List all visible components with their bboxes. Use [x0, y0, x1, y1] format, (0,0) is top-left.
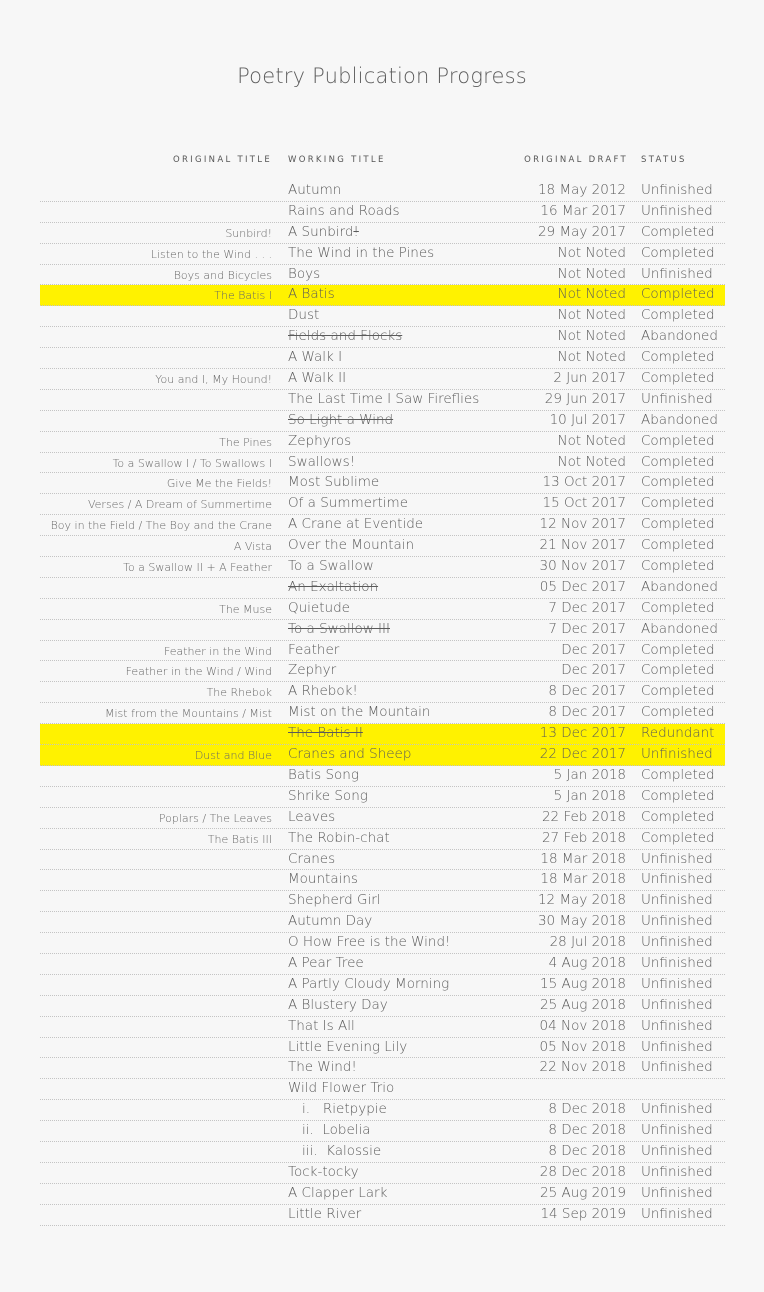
status-text: Unfinished: [641, 954, 713, 971]
table-row: [40, 1058, 725, 1079]
table-row: [40, 808, 725, 829]
status-text: Completed: [641, 704, 715, 721]
original-title: The Batis I: [214, 289, 272, 303]
status-text: Unfinished: [641, 182, 713, 198]
working-title: O How Free is the Wind!: [288, 934, 451, 951]
table-row: [40, 473, 725, 494]
status-text: Abandoned: [641, 328, 718, 345]
original-title: Feather in the Wind: [163, 644, 272, 658]
working-title: Leaves: [288, 808, 336, 825]
original-title: Boy in the Field / The Boy and the Crane: [50, 519, 272, 533]
table-row: [40, 1100, 725, 1121]
table-row: [40, 912, 725, 933]
table-row: [40, 1038, 725, 1059]
header-original-title: ORIGINAL TITLE: [172, 155, 272, 165]
table-row: [40, 787, 725, 808]
table-row: [40, 411, 725, 432]
status-text: Unfinished: [641, 1059, 713, 1076]
table-row: [40, 599, 725, 620]
working-title: Over the Mountain: [288, 537, 415, 554]
table-row: [40, 536, 725, 557]
original-draft-date: Not Noted: [557, 432, 626, 449]
original-draft-date: 28 Dec 2018: [539, 1163, 626, 1180]
table-row: [40, 578, 725, 599]
original-draft-date: 14 Sep 2019: [540, 1205, 626, 1222]
status-text: Unfinished: [641, 1142, 713, 1159]
table-row: [40, 703, 725, 724]
original-draft-date: Not Noted: [557, 453, 626, 470]
status-text: Redundant: [641, 725, 715, 742]
original-title: You and I, My Hound!: [155, 373, 272, 387]
poetry-table: [40, 181, 725, 1226]
original-title: The Muse: [219, 602, 272, 616]
original-title: Mist from the Mountains / Mist: [105, 707, 272, 721]
table-row: [40, 181, 725, 202]
status-text: Unfinished: [641, 996, 713, 1013]
original-draft-date: 15 Oct 2017: [542, 495, 626, 512]
status-text: Completed: [641, 307, 715, 324]
working-title: The Wind!: [288, 1059, 357, 1076]
original-draft-date: 25 Aug 2018: [539, 996, 626, 1013]
status-text: Completed: [641, 558, 715, 575]
table-row: [40, 1142, 725, 1163]
table-row: [40, 870, 725, 891]
status-text: Unfinished: [641, 1184, 713, 1201]
original-title: Boys and Bicycles: [173, 268, 272, 282]
working-title: The Robin-chat: [288, 829, 390, 846]
working-title: A Walk II: [288, 370, 347, 387]
table-row: [40, 453, 725, 474]
working-title: Shepherd Girl: [288, 892, 381, 909]
original-draft-date: 30 May 2018: [537, 913, 626, 930]
status-text: Completed: [641, 432, 715, 449]
working-title-text: A Sunbird: [288, 223, 354, 240]
status-text: Abandoned: [641, 620, 718, 637]
status-text: Unfinished: [641, 850, 713, 867]
table-row: [40, 641, 725, 662]
working-title: [288, 224, 359, 240]
original-title: Feather in the Wind / Wind: [125, 665, 272, 679]
status-text: Completed: [641, 766, 715, 783]
table-row: [40, 244, 725, 265]
original-draft-date: 13 Oct 2017: [542, 474, 626, 491]
original-draft-date: 8 Dec 2018: [548, 1122, 626, 1139]
working-title: Batis Song: [288, 766, 359, 783]
table-row: [40, 766, 725, 787]
status-text: Unfinished: [641, 1017, 713, 1034]
table-row: [40, 724, 725, 745]
working-title: Mist on the Mountain: [288, 704, 431, 721]
header-working-title: WORKING TITLE: [288, 155, 386, 165]
status-text: Completed: [641, 829, 715, 846]
status-text: Completed: [641, 787, 715, 804]
working-title: So Light a Wind: [288, 411, 394, 428]
status-text: Completed: [641, 808, 715, 825]
table-row: [40, 682, 725, 703]
original-draft-date: 5 Jan 2018: [553, 787, 626, 804]
original-draft-date: 8 Dec 2018: [548, 1101, 626, 1118]
original-draft-date: 28 Jul 2018: [549, 934, 626, 951]
original-title: To a Swallow I / To Swallows I: [112, 456, 272, 470]
original-draft-date: 7 Dec 2017: [548, 620, 626, 637]
status-text: Unfinished: [641, 202, 713, 219]
original-title: The Batis III: [207, 832, 272, 846]
table-row: [40, 432, 725, 453]
working-title: A Batis: [288, 286, 335, 303]
table-row: [40, 285, 725, 306]
table-row: [40, 1121, 725, 1142]
original-title: Verses / A Dream of Summertime: [87, 498, 272, 512]
working-title: A Rhebok!: [288, 683, 358, 700]
original-title: The Pines: [219, 435, 272, 449]
original-draft-date: 2 Jun 2017: [553, 370, 626, 387]
original-draft-date: 8 Dec 2017: [548, 704, 626, 721]
original-draft-date: Not Noted: [557, 286, 626, 303]
table-row: [40, 494, 725, 515]
status-text: Completed: [641, 349, 715, 366]
status-text: Completed: [641, 244, 715, 261]
status-text: Completed: [641, 474, 715, 491]
status-text: Unfinished: [641, 934, 713, 951]
working-title: Little River: [288, 1205, 362, 1222]
original-draft-date: 15 Aug 2018: [539, 975, 626, 992]
status-text: Completed: [641, 516, 715, 533]
working-title: To a Swallow: [288, 558, 374, 575]
working-title: The Batis II: [288, 725, 363, 742]
table-row: [40, 390, 725, 411]
page-title: Poetry Publication Progress: [237, 64, 527, 88]
working-title: Boys: [288, 265, 321, 282]
original-draft-date: Dec 2017: [561, 641, 626, 658]
status-text: Unfinished: [641, 913, 713, 930]
original-draft-date: 27 Feb 2018: [541, 829, 626, 846]
table-row: [40, 515, 725, 536]
original-draft-date: Not Noted: [557, 307, 626, 324]
status-text: Unfinished: [641, 871, 713, 888]
original-draft-date: 12 Nov 2017: [539, 516, 626, 533]
original-title: To a Swallow II + A Feather: [123, 561, 272, 575]
table-row: [40, 850, 725, 871]
original-draft-date: 05 Dec 2017: [539, 578, 626, 595]
working-title: Tock-tocky: [288, 1163, 359, 1180]
working-title: The Last Time I Saw Fireflies: [288, 390, 480, 407]
table-row: [40, 369, 725, 390]
original-title: Give Me the Fields!: [166, 477, 272, 491]
working-title: Wild Flower Trio: [288, 1080, 395, 1097]
status-text: Unfinished: [641, 265, 713, 282]
status-text: Unfinished: [641, 1163, 713, 1180]
table-row: [40, 745, 725, 766]
original-draft-date: Not Noted: [557, 244, 626, 261]
working-title: Shrike Song: [288, 787, 368, 804]
working-title: Autumn Day: [288, 913, 373, 930]
working-title: A Pear Tree: [288, 954, 364, 971]
original-title: Sunbird!: [225, 226, 272, 240]
status-text: Completed: [641, 662, 715, 679]
original-draft-date: 18 Mar 2018: [540, 871, 626, 888]
original-draft-date: 10 Jul 2017: [549, 411, 626, 428]
original-draft-date: 18 Mar 2018: [540, 850, 626, 867]
working-title: Fields and Flocks: [288, 328, 403, 345]
table-row: [40, 265, 725, 286]
working-title: That Is All: [288, 1017, 355, 1034]
status-text: Unfinished: [641, 1122, 713, 1139]
working-title: A Walk I: [288, 349, 343, 366]
original-draft-date: 21 Nov 2017: [539, 537, 626, 554]
working-title: Feather: [288, 641, 340, 658]
working-title: Cranes: [288, 850, 336, 867]
original-draft-date: 4 Aug 2018: [548, 954, 626, 971]
original-draft-date: 29 Jun 2017: [544, 390, 626, 407]
table-row: [40, 975, 725, 996]
working-title: An Exaltation: [288, 578, 379, 595]
working-title: A Blustery Day: [288, 996, 388, 1013]
table-row: [40, 661, 725, 682]
status-text: Completed: [641, 286, 715, 303]
working-title: The Wind in the Pines: [288, 244, 435, 261]
table-row: [40, 620, 725, 641]
working-title: Rains and Roads: [288, 202, 400, 219]
status-text: Unfinished: [641, 390, 713, 407]
original-draft-date: 7 Dec 2017: [548, 599, 626, 616]
original-title: Poplars / The Leaves: [158, 811, 272, 825]
table-row: [40, 348, 725, 369]
working-title: Cranes and Sheep: [288, 746, 412, 763]
working-title: Most Sublime: [288, 474, 380, 491]
status-text: Completed: [641, 495, 715, 512]
working-title-struck-suffix: !: [353, 223, 359, 240]
working-title: Little Evening Lily: [288, 1038, 408, 1055]
status-text: Completed: [641, 683, 715, 700]
working-title: Zephyros: [288, 432, 352, 449]
original-draft-date: 30 Nov 2017: [539, 558, 626, 575]
table-row: [40, 327, 725, 348]
original-draft-date: Not Noted: [557, 349, 626, 366]
original-draft-date: 13 Dec 2017: [539, 725, 626, 742]
status-text: Unfinished: [641, 892, 713, 909]
working-title: ii. Lobelia: [302, 1122, 371, 1139]
status-text: Completed: [641, 641, 715, 658]
status-text: Completed: [641, 537, 715, 554]
original-draft-date: Not Noted: [557, 328, 626, 345]
original-draft-date: 04 Nov 2018: [539, 1017, 626, 1034]
original-draft-date: 16 Mar 2017: [540, 202, 626, 219]
table-row: [40, 1205, 725, 1226]
table-row: [40, 1017, 725, 1038]
table-row: [40, 933, 725, 954]
working-title: A Crane at Eventide: [288, 516, 424, 533]
working-title: Swallows!: [288, 453, 356, 470]
table-row: [40, 202, 725, 223]
table-row: [40, 954, 725, 975]
working-title: A Partly Cloudy Morning: [288, 975, 450, 992]
table-row: [40, 829, 725, 850]
status-text: Abandoned: [641, 578, 718, 595]
status-text: Unfinished: [641, 975, 713, 992]
status-text: Unfinished: [641, 1038, 713, 1055]
original-draft-date: 18 May 2012: [537, 182, 626, 198]
working-title: To a Swallow III: [288, 620, 390, 637]
original-draft-date: 05 Nov 2018: [539, 1038, 626, 1055]
original-draft-date: Dec 2017: [561, 662, 626, 679]
original-draft-date: Not Noted: [557, 265, 626, 282]
working-title: Quietude: [288, 599, 350, 616]
table-row: [40, 1163, 725, 1184]
original-draft-date: 22 Nov 2018: [539, 1059, 626, 1076]
original-draft-date: 12 May 2018: [537, 892, 626, 909]
header-status: STATUS: [641, 155, 687, 165]
original-draft-date: 22 Dec 2017: [539, 746, 626, 763]
table-row: [40, 1184, 725, 1205]
status-text: Completed: [641, 599, 715, 616]
status-text: Unfinished: [641, 746, 713, 763]
working-title: Mountains: [288, 871, 358, 888]
original-draft-date: 29 May 2017: [537, 223, 626, 240]
original-draft-date: 25 Aug 2019: [539, 1184, 626, 1201]
status-text: Completed: [641, 223, 715, 240]
table-row: [40, 1079, 725, 1100]
original-draft-date: 8 Dec 2018: [548, 1142, 626, 1159]
original-title: Listen to the Wind . . .: [150, 247, 272, 261]
status-text: Unfinished: [641, 1205, 713, 1222]
table-row: [40, 996, 725, 1017]
original-title: A Vista: [233, 540, 272, 554]
header-original-draft: ORIGINAL DRAFT: [524, 155, 628, 165]
working-title: A Clapper Lark: [288, 1184, 388, 1201]
original-title: Dust and Blue: [194, 749, 272, 763]
original-draft-date: 5 Jan 2018: [553, 766, 626, 783]
status-text: Completed: [641, 370, 715, 387]
status-text: Unfinished: [641, 1101, 713, 1118]
original-draft-date: 8 Dec 2017: [548, 683, 626, 700]
status-text: Abandoned: [641, 411, 718, 428]
working-title: Of a Summertime: [288, 495, 409, 512]
status-text: Completed: [641, 453, 715, 470]
table-row: [40, 306, 725, 327]
working-title: Dust: [288, 307, 320, 324]
working-title: Zephyr: [288, 662, 337, 679]
original-title: The Rhebok: [206, 686, 272, 700]
table-row: [40, 223, 725, 244]
working-title: iii. Kalossie: [302, 1142, 382, 1159]
table-row: [40, 891, 725, 912]
working-title: i. Rietpypie: [302, 1101, 387, 1118]
original-draft-date: 22 Feb 2018: [541, 808, 626, 825]
working-title: Autumn: [288, 182, 342, 198]
table-row: [40, 557, 725, 578]
